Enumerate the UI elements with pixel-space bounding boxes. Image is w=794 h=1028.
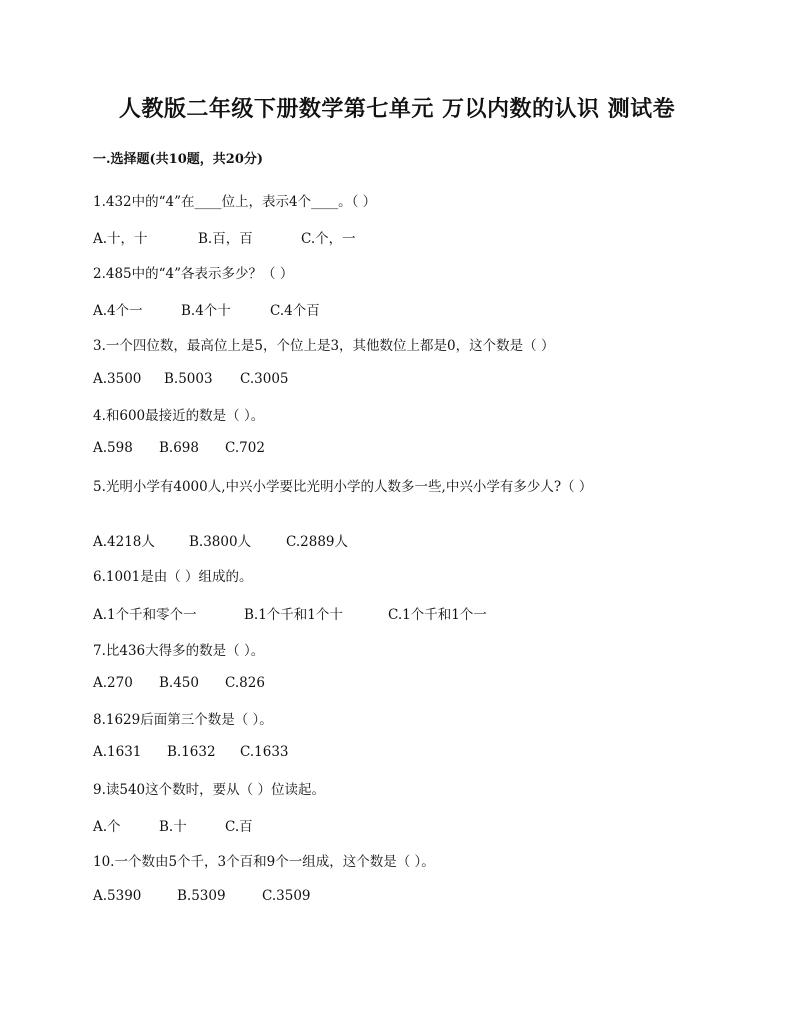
question-1-option-a: A.十，十 xyxy=(93,231,148,247)
question-3-option-c: C.3005 xyxy=(240,371,289,387)
question-7-option-c: C.826 xyxy=(225,675,265,691)
question-10-option-b: B.5309 xyxy=(177,888,226,904)
question-8-text: 8.1629后面第三个数是（ ）。 xyxy=(93,712,273,728)
question-9-option-c: C.百 xyxy=(225,819,253,835)
question-2-text: 2.485中的“4”各表示多少？（ ） xyxy=(93,266,294,282)
question-7-option-a: A.270 xyxy=(93,675,133,691)
question-7-text: 7.比436大得多的数是（ ）。 xyxy=(93,643,265,659)
question-10-option-c: C.3509 xyxy=(262,888,311,904)
question-3-text: 3.一个四位数，最高位上是5，个位上是3，其他数位上都是0，这个数是（ ） xyxy=(93,338,555,354)
question-5-option-c: C.2889人 xyxy=(286,534,348,550)
question-6-option-c: C.1个千和1个一 xyxy=(388,607,487,623)
question-8-option-b: B.1632 xyxy=(167,744,216,760)
question-5-text: 5.光明小学有4000人,中兴小学要比光明小学的人数多一些,中兴小学有多少人?（ ） xyxy=(93,479,593,495)
question-4-option-b: B.698 xyxy=(159,440,199,456)
question-10-option-a: A.5390 xyxy=(93,888,142,904)
question-10-text: 10.一个数由5个千，3个百和9个一组成，这个数是（ ）。 xyxy=(93,854,435,870)
question-1-option-c: C.个，一 xyxy=(301,231,356,247)
question-3-option-a: A.3500 xyxy=(93,371,142,387)
question-2-option-c: C.4个百 xyxy=(270,303,320,319)
question-4-option-c: C.702 xyxy=(225,440,265,456)
question-2-option-b: B.4个十 xyxy=(181,303,231,319)
question-9-text: 9.读540这个数时，要从（ ）位读起。 xyxy=(93,782,325,798)
question-8-option-a: A.1631 xyxy=(93,744,142,760)
question-8-option-c: C.1633 xyxy=(240,744,289,760)
question-2-option-a: A.4个一 xyxy=(93,303,143,319)
question-6-text: 6.1001是由（ ）组成的。 xyxy=(93,569,253,585)
page-title: 人教版二年级下册数学第七单元 万以内数的认识 测试卷 xyxy=(118,96,676,122)
question-1-option-b: B.百，百 xyxy=(198,231,253,247)
section-heading: 一.选择题(共10题，共20分) xyxy=(93,152,264,167)
question-1-text: 1.432中的“4”在____位上，表示4个____。（ ） xyxy=(93,194,377,210)
question-6-option-b: B.1个千和1个十 xyxy=(244,607,343,623)
question-6-option-a: A.1个千和零个一 xyxy=(93,607,197,623)
question-4-text: 4.和600最接近的数是（ ）。 xyxy=(93,408,265,424)
question-7-option-b: B.450 xyxy=(159,675,199,691)
question-5-option-a: A.4218人 xyxy=(93,534,155,550)
question-5-option-b: B.3800人 xyxy=(189,534,252,550)
question-4-option-a: A.598 xyxy=(93,440,133,456)
question-3-option-b: B.5003 xyxy=(164,371,213,387)
question-9-option-b: B.十 xyxy=(159,819,187,835)
question-9-option-a: A.个 xyxy=(93,819,121,835)
